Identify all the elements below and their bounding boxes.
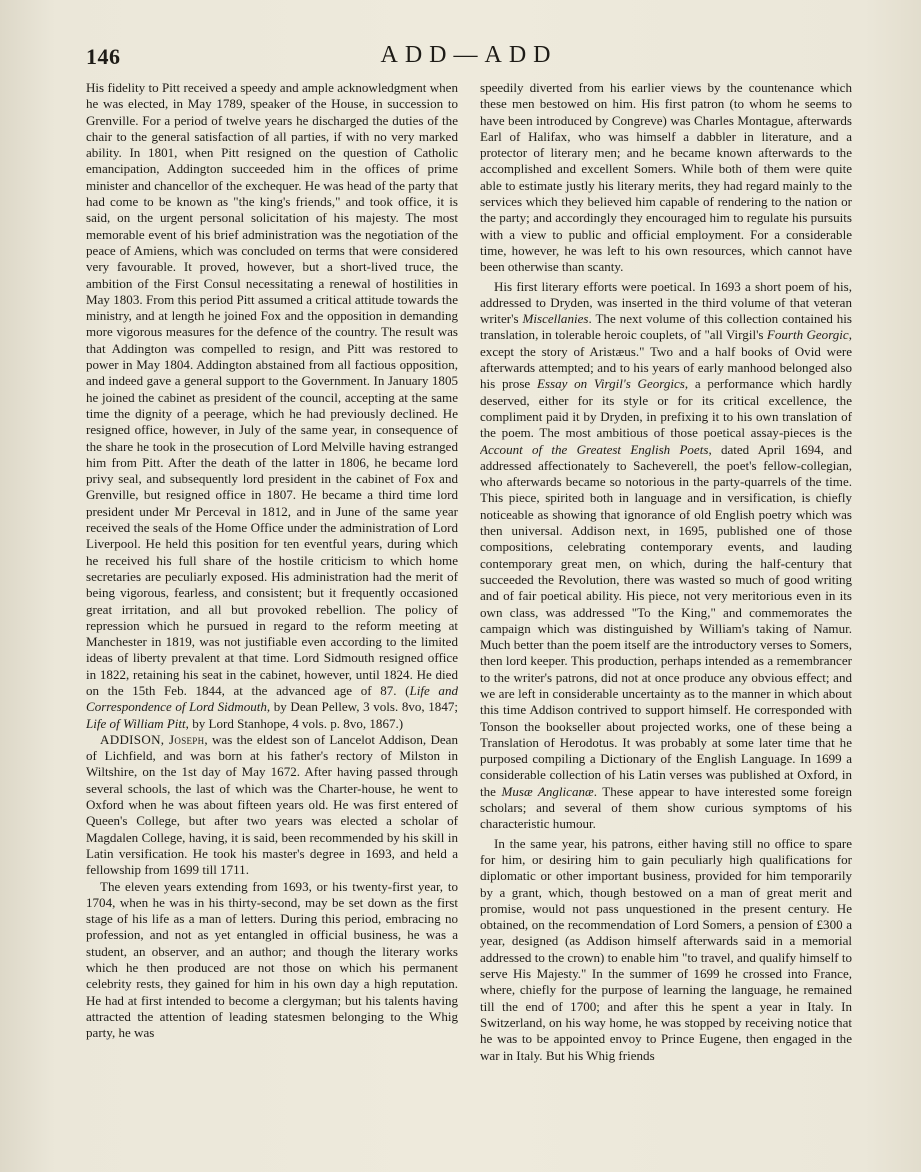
- left-column: [86, 80, 458, 1152]
- work-title: Musæ Anglicanæ: [501, 783, 594, 799]
- page-number: 146: [86, 44, 121, 69]
- reference-text: , by Lord Stanhope, 4 vols. p. 8vo, 1867.): [185, 715, 404, 731]
- reference-title: Life of William Pitt: [86, 715, 186, 731]
- work-title: Account of the Greatest English Poets: [480, 441, 709, 457]
- paragraph-text: In the same year, his patrons, either having still no office to spare for him, or desiring him to gain peculiarly high qualifications for diplomatic or other important business, provided for him temporarily by a grant, which, though bestowed on a man of great merit and promise, would not pass unquestioned in the present century. He obtained, on the recommendation of Lord Somers, a pension of £300 a year, designed (as Addison himself afterwards said in a memorial addressed to the crown) to enable him "to travel, and qualify himself to serve His Majesty." In the summer of 1699 he crossed into France, where, chiefly for the purpose of learning the language, he remained till the end of 1700; and after this he spent a year in Italy. In Switzerland, on his way home, he was stopped by receiving notice that he was to be appointed envoy to Prince Eugene, then engaged in the war in Italy. But his Whig friends: [480, 835, 852, 1063]
- paragraph-text: His fidelity to Pitt received a speedy and ample acknowledgment when he was elected, in May 1789, speaker of the House, in succession to Grenville. For a period of twelve years he discharged the duties of the chair to the general satisfaction of all parties, if with no very marked ability. In 1801, when Pitt resigned on the question of Catholic emancipation, Addington succeeded him in the offices of prime minister and chancellor of the exchequer. He was head of the party that had come to be known as "the king's friends," and took office, it is said, on the urgent personal solicitation of his majesty. The most memorable event of his brief administration was the negotiation of the peace of Amiens, which was concluded on terms that were considered very favourable. It proved, however, but a short-lived truce, the ambition of the First Consul necessitating a renewal of hostilities in May 1803. From this period Pitt assumed a critical attitude towards the ministry, and at length he joined Fox and the opposition in demanding more vigorous measures for the defence of the country. The result was that Addington was compelled to resign, and Pitt was restored to power in May 1804. Addington abstained from all factious opposition, and indeed gave a general support to the Government. In January 1805 he joined the cabinet as president of the council, accepting at the same time the dignity of a peerage, which he had previously declined. He resigned office, however, in July of the same year, in consequence of the share he took in the prosecution of Lord Melville having estranged him from Pitt. After the death of the latter in 1806, he became lord privy seal, and subsequently lord president in the cabinet of Fox and Grenville, but resigned office in 1807. He became a third time lord president under Mr Perceval in 1812, and in June of the same year received the seals of the Home Office under the administration of Lord Liverpool. He held this position for ten eventful years, during which he received his full share of the hostile criticism to which home secretaries are peculiarly exposed. His administration had the merit of being vigorous, fearless, and consistent; but it frequently occasioned great irritation, and all but provoked rebellion. The policy of repression which he pursued in regard to the reform meeting at Manchester in 1819, was not justifiable even according to the limited ideas of liberty prevalent at that time. Lord Sidmouth resigned office in 1822, retaining his seat in the cabinet, however, until 1824. He died on the 15th Feb. 1844, at the advanced age of 87.: [86, 80, 458, 698]
- text-columns: [86, 80, 852, 1152]
- entry-paragraph: [86, 732, 458, 879]
- running-head: ADD—ADD: [380, 42, 558, 68]
- paragraph: [480, 279, 852, 833]
- paragraph-text: His first literary efforts were poetical. In 1693 a short poem of his, addressed to Dryden, was inserted in the third volume of that veteran writer's: [480, 278, 852, 327]
- paragraph-text: . The next volume of this collection contained his translation, in tolerable heroic couplets, of "all Virgil's: [480, 311, 852, 343]
- right-column: [480, 80, 852, 1152]
- paragraph: [480, 836, 852, 1064]
- paragraph-text: , was the eldest son of Lancelot Addison, Dean of Lichfield, and was born at his father's rectory of Milston in Wiltshire, on the 1st day of May 1672. After having passed through several schools, the last of which was the Charter-house, he went to Oxford when he was about fifteen years old. He was first entered of Queen's College, but after two years was elected a scholar of Magdalen College, having, it is said, been recommended by his skill in Latin versification. He took his master's degree in 1693, and held a fellowship from 1699 till 1711.: [86, 731, 458, 878]
- reference-open: (: [396, 682, 410, 698]
- work-title: Miscellanies: [522, 311, 589, 327]
- paragraph-text: , except the story of Aristæus." Two and a half books of Ovid were afterwards attempted; and to his years of early manhood belonged also his prose: [480, 327, 852, 392]
- paragraph-text: . These appear to have interested some foreign scholars; and several of them show curious symptoms of his characteristic humour.: [480, 783, 852, 832]
- entry-headword: ADDISON, Joseph: [100, 731, 205, 747]
- paragraph-text: , dated April 1694, and addressed affectionately to Sacheverell, the poet's fellow-collegian, who afterwards became so notorious in the party-quarrels of the time. This piece, spirited both in language and in versification, is chiefly noticeable as showing that ignorance of old English poetry which was then universal. Addison next, in 1695, published one of those compositions, celebrating contemporary events, and lauding contemporary great men, on which, during the half-century that succeeded the Revolution, there was wasted so much of good writing and of fair poetical ability. His piece, not very meritorious even in its own class, was addressed "To the King," and commemorates the campaign which was distinguished by William's taking of Namur. Much better than the poem itself are the introductory verses to Somers, then lord keeper. This production, perhaps intended as a remembrancer to the writer's patrons, did not at once produce any obvious effect; and we are left in considerable uncertainty as to the manner in which about this time Addison contrived to support himself. He corresponded with Tonson the bookseller about projected works, one of these being a Translation of Herodotus. It was probably at some later time that he purposed compiling a Dictionary of the English Language. In 1699 a considerable collection of his Latin verses was published at Oxford, in the: [480, 441, 852, 799]
- paragraph-text: , a performance which hardly deserved, either for its style or for its critical excellence, the compliment paid it by Dryden, in prefixing it to his own translation of the poem. The most ambitious of those poetical assay-pieces is the: [480, 376, 852, 441]
- reference-text: , by Dean Pellew, 3 vols. 8vo, 1847;: [266, 699, 458, 715]
- paragraph-text: The eleven years extending from 1693, or his twenty-first year, to 1704, when he was in his thirty-second, may be set down as the first stage of his life as a man of letters. During this period, embracing no profession, and not as yet entangled in official business, he was a student, an observer, and an author; and though the literary works which he then produced are not those on which his permanent celebrity rests, they gained for him in his own day a high reputation. He had at first intended to become a clergyman; but his talents having attracted the attention of leading statesmen belonging to the Whig party, he was: [86, 878, 458, 1041]
- work-title: Fourth Georgic: [766, 327, 849, 343]
- page-header: [86, 44, 852, 74]
- paragraph: [480, 80, 852, 276]
- reference-title: Life and Correspondence of Lord Sidmouth: [86, 682, 458, 715]
- paragraph: [86, 80, 458, 732]
- paragraph-text: speedily diverted from his earlier views by the countenance which these men bestowed on him. His first patron (to whom he seems to have been introduced by Congreve) was Charles Montague, afterwards Earl of Halifax, who was himself a dabbler in literature, and a protector of literary men; and he became known afterwards to the accomplished and excellent Somers. While both of them were quite able to estimate justly his literary merits, they had regard mainly to the services which they believed him capable of rendering to the nation or the party; and accordingly they encouraged him to regulate his pursuits with a view to public and official employment. For a considerable time, however, he was left to his own resources, which cannot have been otherwise than scanty.: [480, 80, 852, 275]
- work-title: Essay on Virgil's Georgics: [536, 376, 685, 392]
- paragraph: [86, 879, 458, 1042]
